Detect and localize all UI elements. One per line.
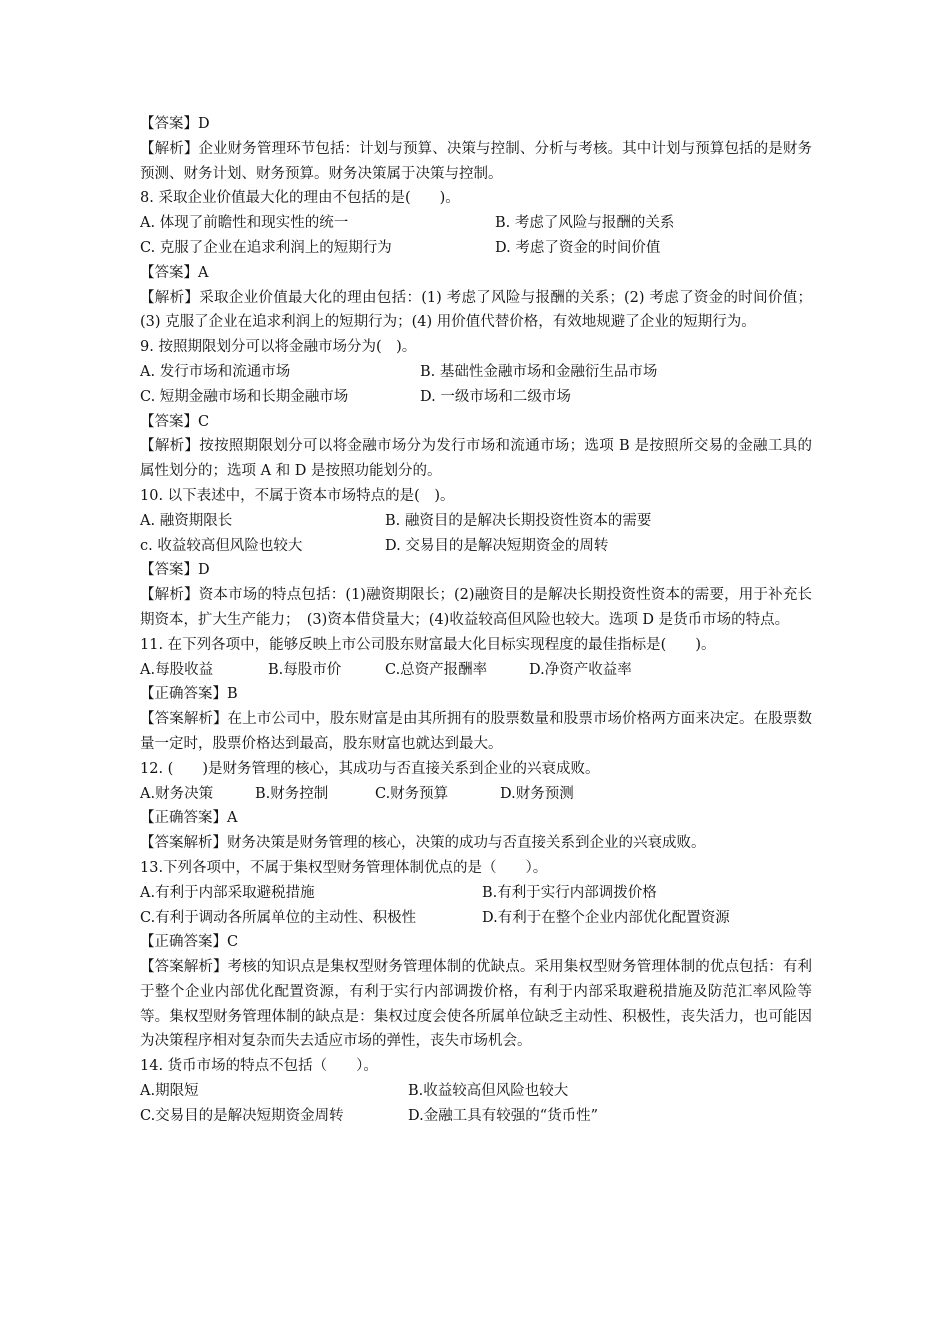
q8-option-c: C. 克服了企业在追求利润上的短期行为 [140,239,392,256]
q8-answer: 【答案】A [140,264,209,281]
q12-stem: 12. ( )是财务管理的核心，其成功与否直接关系到企业的兴衰成败。 [140,760,600,777]
q12-option-b: B.财务控制 [255,785,329,802]
q10-stem: 10. 以下表述中，不属于资本市场特点的是( )。 [140,487,455,504]
q13-options-row-2 [140,906,812,931]
q9-analysis: 【解析】按按照期限划分可以将金融市场分为发行市场和流通市场；选项 B 是按照所交易的金融工具的属性划分的；选项 A 和 D 是按照功能划分的。 [140,438,812,480]
q8-analysis: 【解析】采取企业价值最大化的理由包括：(1) 考虑了风险与报酬的关系；(2) 考虑了资金的时间价值；(3) 克服了企业在追求利润上的短期行为；(4) 用价值代替价格，有效地规避了企业的短期行为。 [140,289,812,331]
q10-option-a: A. 融资期限长 [140,512,233,529]
q12-option-c: C.财务预算 [375,785,449,802]
q9-stem: 9. 按照期限划分可以将金融市场分为( )。 [140,339,417,356]
q8-options-row-1 [140,211,812,236]
q8-options-row-2 [140,236,812,261]
q10-option-c: c. 收益较高但风险也较大 [140,537,303,554]
q13-option-c: C.有利于调动各所属单位的主动性、积极性 [140,909,417,926]
q12-analysis: 【答案解析】财务决策是财务管理的核心，决策的成功与否直接关系到企业的兴衰成败。 [140,835,706,852]
q9-options-row-1 [140,360,812,385]
q11-answer: 【正确答案】B [140,686,238,703]
q13-stem: 13.下列各项中，不属于集权型财务管理体制优点的是（ ）。 [140,859,548,876]
q14-options-row-2 [140,1104,812,1129]
q11-option-b: B.每股市价 [268,661,342,678]
q11-option-a: A.每股收益 [140,661,214,678]
q7-answer: 【答案】D [140,116,210,132]
q12-options-row [140,782,812,807]
q8-option-a: A. 体现了前瞻性和现实性的统一 [140,215,349,232]
q10-option-b: B. 融资目的是解决长期投资性资本的需要 [385,512,652,529]
q8-option-d: D. 考虑了资金的时间价值 [495,239,661,256]
q11-options-row [140,658,812,683]
q9-option-d: D. 一级市场和二级市场 [420,388,571,405]
q11-option-c: C.总资产报酬率 [385,661,488,678]
q10-options-row-2 [140,534,812,559]
document-page [140,112,812,1129]
q9-option-b: B. 基础性金融市场和金融衍生品市场 [420,363,658,380]
q10-answer: 【答案】D [140,562,210,579]
q13-option-a: A.有利于内部采取避税措施 [140,884,315,901]
q13-option-d: D.有利于在整个企业内部优化配置资源 [482,909,730,926]
q10-option-d: D. 交易目的是解决短期资金的周转 [385,537,609,554]
q9-option-c: C. 短期金融市场和长期金融市场 [140,388,349,405]
q12-option-a: A.财务决策 [140,785,214,802]
q14-stem: 14. 货币市场的特点不包括（ ）。 [140,1058,378,1075]
q13-option-b: B.有利于实行内部调拨价格 [482,884,657,901]
q9-options-row-2 [140,385,812,410]
q14-option-d: D.金融工具有较强的“货币性” [408,1107,599,1124]
q8-option-b: B. 考虑了风险与报酬的关系 [495,215,675,232]
q12-answer: 【正确答案】A [140,810,238,827]
q8-stem: 8. 采取企业价值最大化的理由不包括的是( )。 [140,190,460,207]
q10-options-row-1 [140,509,812,534]
q13-answer: 【正确答案】C [140,934,239,951]
q13-analysis: 【答案解析】考核的知识点是集权型财务管理体制的优缺点。采用集权型财务管理体制的优点包括：有利于整个企业内部优化配置资源，有利于实行内部调拨价格，有利于内部采取避税措施及防范汇率风险等等。集权型财务管理体制的缺点是：集权过度会使各所属单位缺乏主动性、积极性，丧失活力，也可能因为决策程序相对复杂而失去适应市场的弹性，丧失市场机会。 [140,959,812,1050]
q14-option-a: A.期限短 [140,1083,199,1100]
q11-analysis: 【答案解析】在上市公司中，股东财富是由其所拥有的股票数量和股票市场价格两方面来决定。在股票数量一定时，股票价格达到最高，股东财富也就达到最大。 [140,711,812,752]
q12-option-d: D.财务预测 [500,785,574,802]
q9-answer: 【答案】C [140,413,210,430]
q11-option-d: D.净资产收益率 [529,661,632,678]
q13-options-row-1 [140,881,812,906]
q10-analysis: 【解析】资本市场的特点包括：(1)融资期限长；(2)融资目的是解决长期投资性资本的需要，用于补充长期资本，扩大生产能力； (3)资本借贷量大；(4)收益较高但风险也较大。选项 D 是货币市场的特点。 [140,587,812,628]
q14-option-b: B.收益较高但风险也较大 [408,1083,569,1100]
q7-analysis: 【解析】企业财务管理环节包括：计划与预算、决策与控制、分析与考核。其中计划与预算包括的是财务预测、财务计划、财务预算。财务决策属于决策与控制。 [140,140,812,182]
q14-options-row-1 [140,1079,812,1104]
q9-option-a: A. 发行市场和流通市场 [140,363,291,380]
q14-option-c: C.交易目的是解决短期资金周转 [140,1107,344,1124]
q11-stem: 11. 在下列各项中，能够反映上市公司股东财富最大化目标实现程度的最佳指标是( )。 [140,636,716,653]
